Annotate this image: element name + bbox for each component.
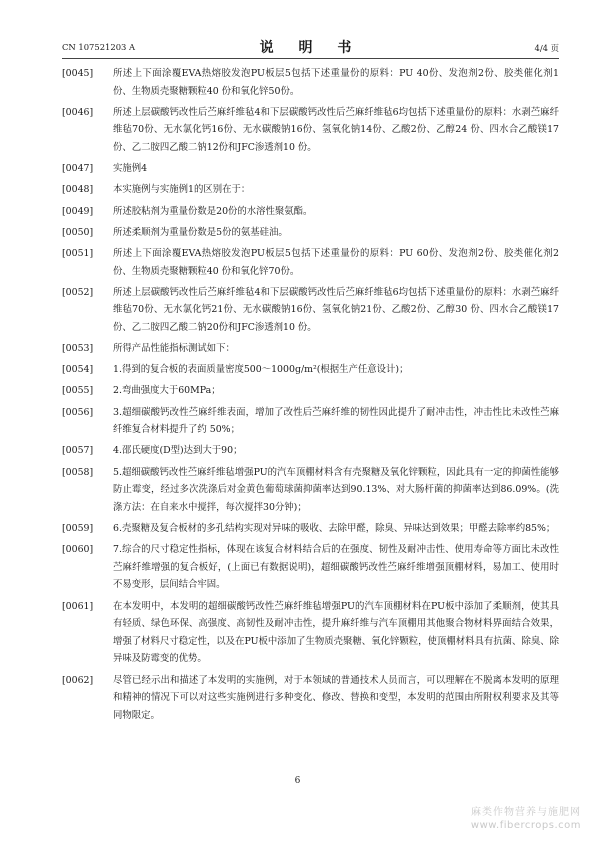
paragraph-0058 [62, 464, 559, 517]
paragraph-text: 本实施例与实施例1的区别在于： [113, 184, 251, 196]
paragraph-number: [0056] [62, 406, 94, 418]
paragraph-number: [0048] [62, 184, 94, 196]
paragraph-text: 2.弯曲强度大于60MPa； [113, 385, 221, 397]
paragraph-0055 [62, 382, 559, 400]
paragraph-number: [0061] [62, 600, 94, 612]
paragraph-text: 3.超细碳酸钙改性苎麻纤维表面，增加了改性后苎麻纤维的韧性因此提升了耐冲击性，冲击性比未改性苎麻纤维复合材料提升了约 50%； [113, 406, 559, 436]
watermark-url: www.fibercrops.com [470, 820, 581, 831]
paragraph-number: [0055] [62, 385, 94, 397]
page-header [62, 36, 559, 56]
paragraph-text: 所述上下面涂覆EVA热熔胶发泡PU板层5包括下述重量份的原料：PU 60份、发泡剂2份、胶类催化剂2份、生物质壳聚糖颗粒40 份和氧化锌70份。 [113, 247, 559, 277]
paragraph-0061 [62, 598, 559, 668]
paragraph-number: [0057] [62, 445, 94, 457]
paragraph-0060 [62, 541, 559, 594]
paragraph-text: 在本发明中，本发明的超细碳酸钙改性苎麻纤维毡增强PU的汽车顶棚材料在PU板中添加了柔顺剂，使其具有轻质、绿色环保、高强度、高韧性及耐冲击性，提升麻纤维与汽车顶棚用其他聚合物材料界面结合效果，增强了材料尺寸稳定性，以及在PU板中添加了生物质壳聚糖、氧化锌颗粒，使顶棚材料具有抗菌、除臭、除异味及防霉变的优势。 [113, 600, 559, 665]
paragraph-text: 1.得到的复合板的表面质量密度500～1000g/m²(根据生产任意设计)； [113, 364, 409, 376]
paragraph-text: 7.综合的尺寸稳定性指标，体现在该复合材料结合后的在强度、韧性及耐冲击性、使用寿命等方面比未改性苎麻纤维增强的复合板好，(上面已有数据说明)，超细碳酸钙改性苎麻纤维增强顶棚材料，易加工、使用时不易变形，层间结合牢固。 [113, 544, 559, 591]
paragraph-text: 4.邵氏硬度(D型)达到大于90； [113, 445, 243, 457]
paragraph-number: [0049] [62, 205, 94, 217]
paragraph-0056 [62, 404, 559, 439]
paragraph-0059 [62, 520, 559, 538]
paragraph-text: 尽管已经示出和描述了本发明的实施例，对于本领域的普通技术人员而言，可以理解在不脱离本发明的原理和精神的情况下可以对这些实施例进行多种变化、修改、替换和变型，本发明的范围由所附权利要求及其等同物限定。 [113, 674, 559, 721]
document-title: 说 明 书 [259, 40, 362, 56]
paragraph-0047 [62, 160, 559, 178]
paragraph-text: 所述上层碳酸钙改性后苎麻纤维毡4和下层碳酸钙改性后苎麻纤维毡6均包括下述重量份的原料：水剥苎麻纤维毡70份、无水氯化钙16份、无水碳酸钠16份、氢氧化钠14份、乙酸2份、乙醇24 份、四水合乙酸镁17份、乙二胺四乙酸二钠12份和JFC渗透剂10 份。 [113, 106, 559, 153]
document-body [62, 65, 559, 728]
paragraph-number: [0054] [62, 364, 94, 376]
paragraph-text: 6.壳聚糖及复合板材的多孔结构实现对异味的吸收、去除甲醛，除臭、异味达到效果；甲醛去除率约85%； [113, 522, 556, 534]
paragraph-number: [0058] [62, 466, 94, 478]
paragraph-0062 [62, 672, 559, 725]
paragraph-text: 所述胶粘剂为重量份数是20份的水溶性聚氨酯。 [113, 205, 313, 217]
paragraph-0050 [62, 224, 559, 242]
page-indicator: 4/4 页 [534, 43, 559, 53]
paragraph-text: 5.超细碳酸钙改性苎麻纤维毡增强PU的汽车顶棚材料含有壳聚糖及氧化锌颗粒，因此具有一定的抑菌性能够防止霉变，经过多次洗涤后对金黄色葡萄球菌抑菌率达到90.13%、对大肠杆菌的抑菌率达到86.09%。(洗涤方法：在自来水中搅拌，每次搅拌30分钟)； [113, 466, 559, 513]
paragraph-text: 所述上下面涂覆EVA热熔胶发泡PU板层5包括下述重量份的原料：PU 40份、发泡剂2份、胶类催化剂1份、生物质壳聚糖颗粒40 份和氧化锌50份。 [113, 68, 559, 97]
paragraph-0046 [62, 104, 559, 157]
paragraph-number: [0060] [62, 544, 94, 556]
paragraph-text: 实施例4 [113, 163, 148, 175]
paragraph-number: [0045] [62, 68, 94, 79]
watermark [471, 803, 581, 831]
paragraph-text: 所述上层碳酸钙改性后苎麻纤维毡4和下层碳酸钙改性后苎麻纤维毡6均包括下述重量份的原料：水剥苎麻纤维毡70份、无水氯化钙21份、无水碳酸钠16份、氢氧化钠21份、乙酸2份、乙醇30 份、四水合乙酸镁17份、乙二胺四乙酸二钠20份和JFC渗透剂10 份。 [113, 286, 559, 333]
paragraph-0052 [62, 284, 559, 337]
paragraph-number: [0052] [62, 286, 94, 298]
page-number: 6 [294, 776, 301, 786]
paragraph-0057 [62, 442, 559, 460]
paragraph-number: [0046] [62, 106, 94, 118]
paragraph-number: [0047] [62, 163, 94, 175]
paragraph-number: [0051] [62, 247, 94, 259]
paragraph-0045 [62, 65, 559, 100]
patent-number: CN 107521203 A [62, 42, 136, 52]
paragraph-number: [0050] [62, 226, 94, 238]
paragraph-text: 所得产品性能指标测试如下： [113, 343, 235, 355]
paragraph-number: [0062] [62, 674, 94, 686]
paragraph-number: [0059] [62, 522, 94, 534]
paragraph-0053 [62, 340, 559, 358]
paragraph-0054 [62, 361, 559, 379]
paragraph-0048 [62, 181, 559, 199]
header-divider [62, 58, 559, 59]
watermark-site-name: 麻类作物营养与施肥网 [471, 807, 581, 818]
paragraph-text: 所述柔顺剂为重量份数是5份的氨基硅油。 [113, 226, 288, 238]
paragraph-0051 [62, 245, 559, 280]
paragraph-0049 [62, 203, 559, 221]
paragraph-number: [0053] [62, 343, 94, 355]
